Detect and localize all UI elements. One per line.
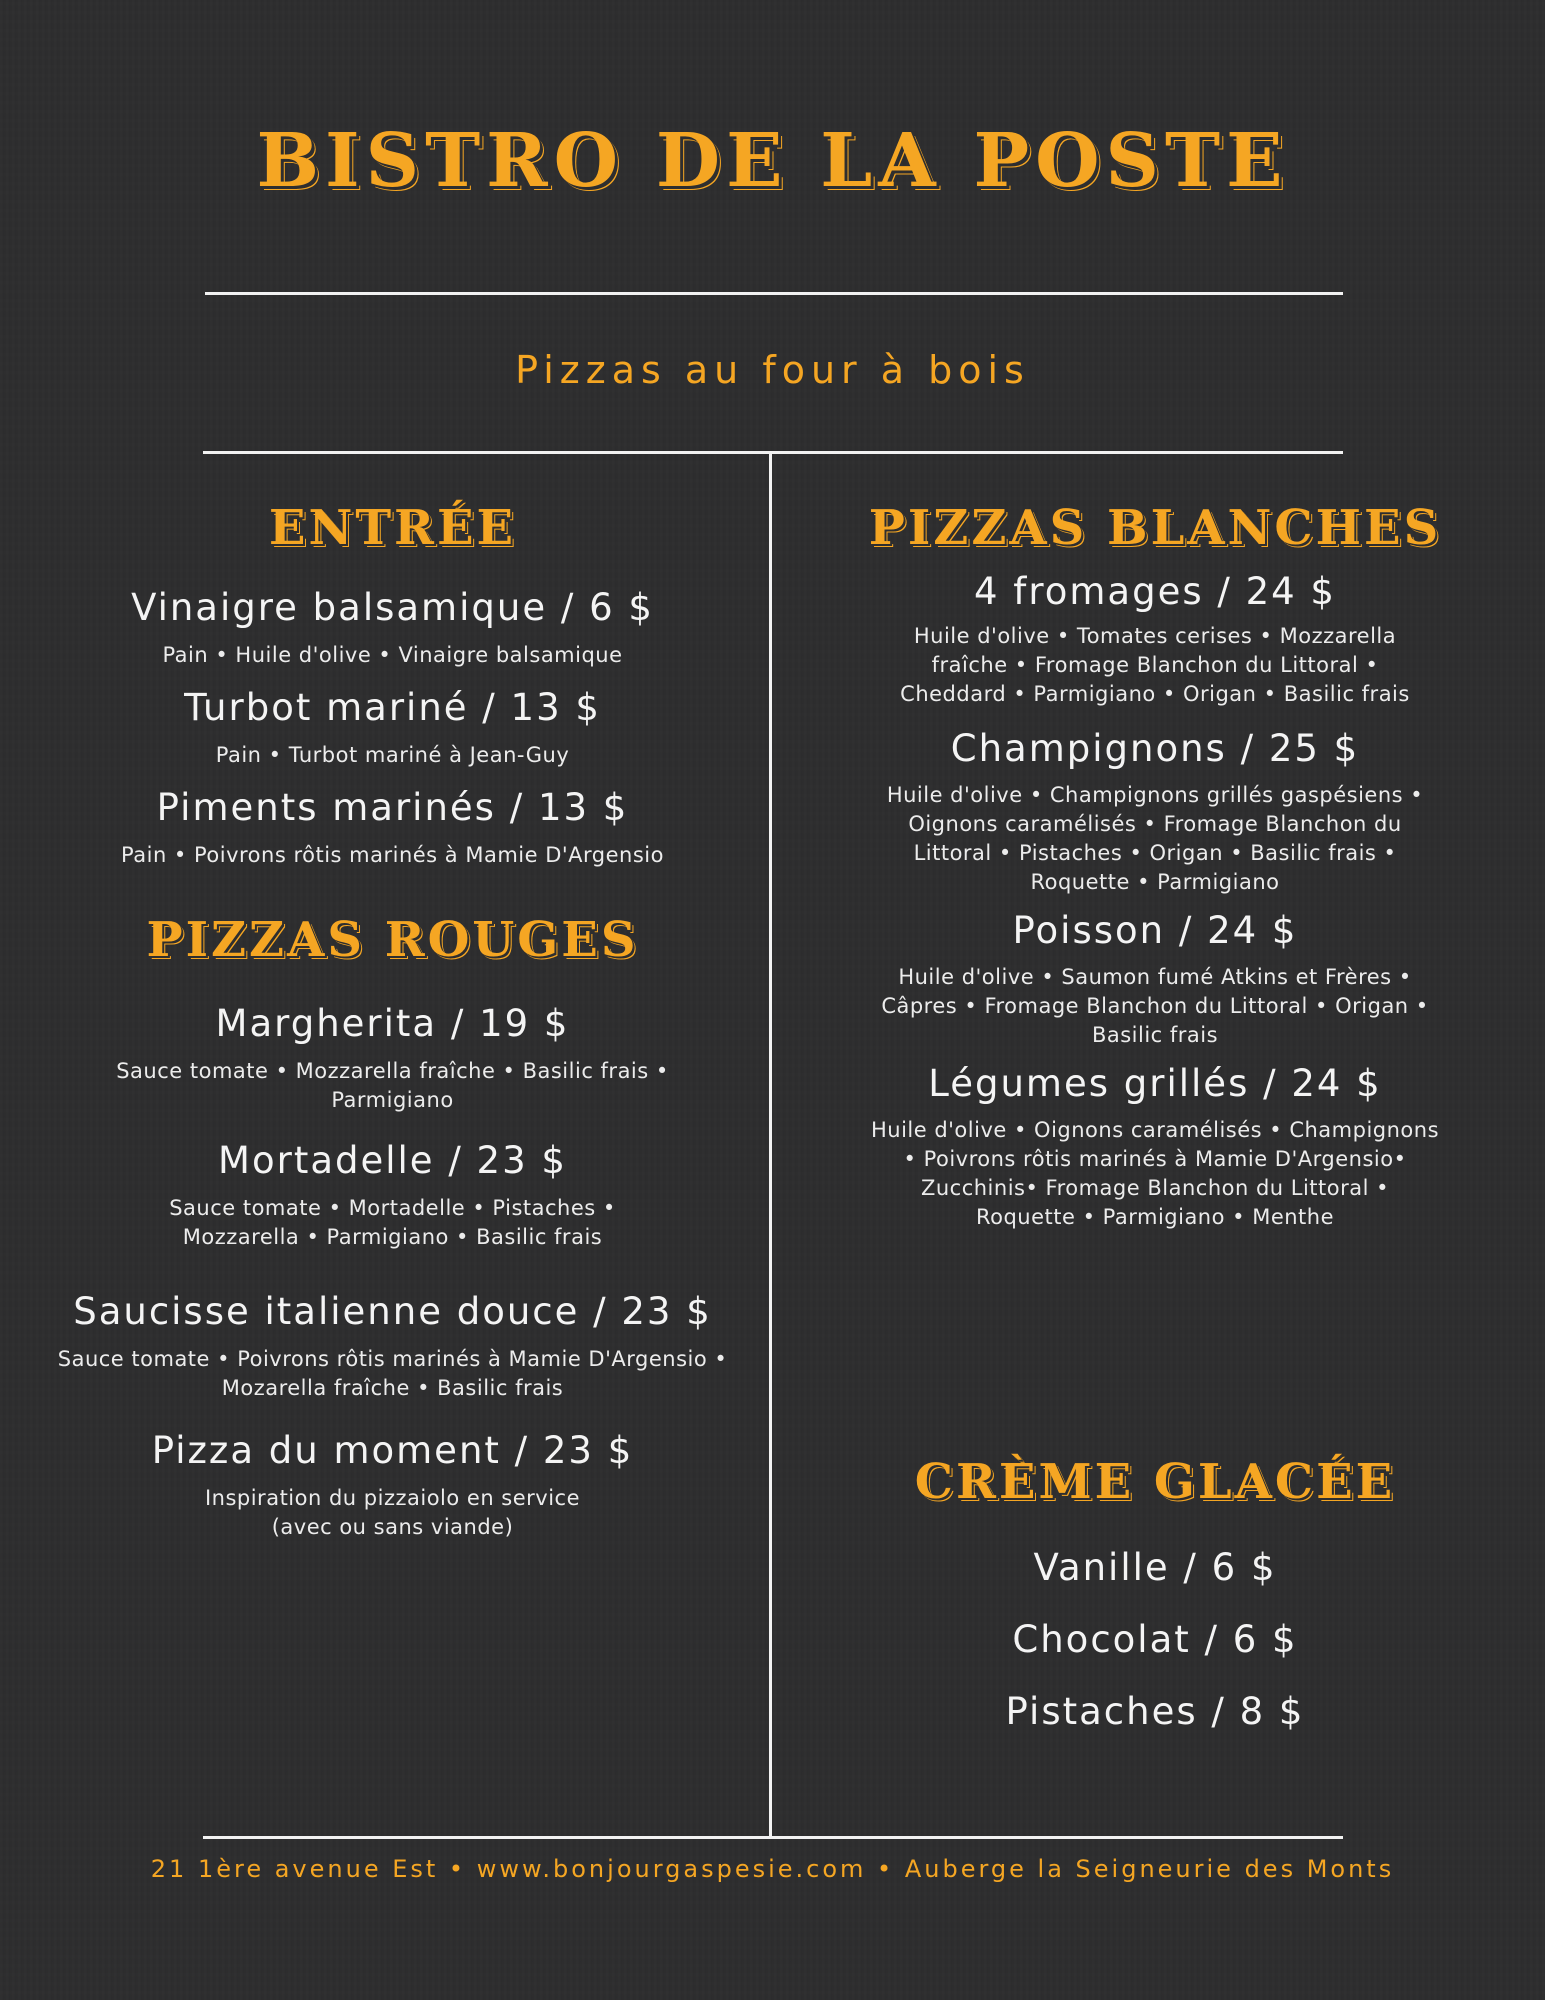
item-description: (avec ou sans viande) (271, 1515, 514, 1539)
item-description: Pain • Turbot mariné à Jean-Guy (215, 743, 570, 767)
item-description: Sauce tomate • Poivrons rôtis marinés à Mamie D'Argensio • (57, 1347, 728, 1371)
item-description: Huile d'olive • Tomates cerises • Mozzarella (913, 624, 1397, 648)
menu-item (55, 1288, 730, 1403)
menu-item (55, 1137, 730, 1252)
item-description: Roquette • Parmigiano (1030, 870, 1280, 894)
menu-item (55, 1000, 730, 1115)
item-name: Vanille / 6 $ (1033, 1546, 1277, 1589)
section-heading-creme-glacee: CRÈME GLACÉE (914, 1454, 1396, 1510)
item-description: • Poivrons rôtis marinés à Mamie D'Argensio• (903, 1147, 1407, 1171)
item-name: 4 fromages / 24 $ (974, 570, 1336, 613)
item-name: Turbot mariné / 13 $ (184, 686, 601, 729)
section-heading-entree: ENTRÉE (268, 500, 517, 556)
menu-item (55, 684, 730, 770)
section-heading-pizzas-blanches: PIZZAS BLANCHES (868, 500, 1442, 556)
right-column (800, 498, 1510, 1232)
item-name: Poisson / 24 $ (1012, 909, 1298, 952)
item-description: Inspiration du pizzaiolo en service (204, 1486, 581, 1510)
menu-item (800, 907, 1510, 1050)
item-name: Pistaches / 8 $ (1005, 1690, 1305, 1733)
column-divider (769, 453, 772, 1838)
item-name: Légumes grillés / 24 $ (928, 1062, 1382, 1105)
item-description: Huile d'olive • Champignons grillés gaspésiens • (886, 783, 1424, 807)
menu-item (800, 725, 1510, 897)
item-description: Câpres • Fromage Blanchon du Littoral • Origan • (881, 994, 1429, 1018)
menu-item (800, 1060, 1510, 1232)
item-name: Mortadelle / 23 $ (218, 1139, 567, 1182)
item-description: Parmigiano (331, 1088, 454, 1112)
item-description: Pain • Huile d'olive • Vinaigre balsamique (162, 643, 623, 667)
menu-item (55, 1427, 730, 1542)
item-description: Mozarella fraîche • Basilic frais (221, 1376, 564, 1400)
top-divider (205, 292, 1343, 295)
menu-item (55, 584, 730, 670)
left-column (55, 498, 730, 1542)
menu-item (55, 784, 730, 870)
item-name: Vinaigre balsamique / 6 $ (131, 586, 654, 629)
item-description: Basilic frais (1091, 1023, 1219, 1047)
restaurant-title: BISTRO DE LA POSTE (256, 118, 1289, 204)
item-description: Zucchinis• Fromage Blanchon du Littoral • (920, 1176, 1390, 1200)
item-description: Cheddard • Parmigiano • Origan • Basilic frais (900, 682, 1410, 706)
item-description: fraîche • Fromage Blanchon du Littoral • (931, 653, 1379, 677)
item-name: Chocolat / 6 $ (1012, 1618, 1298, 1661)
item-name: Piments marinés / 13 $ (156, 786, 629, 829)
dessert-section (800, 1452, 1510, 1736)
item-description: Huile d'olive • Saumon fumé Atkins et Frères • (898, 965, 1412, 989)
item-description: Sauce tomate • Mozzarella fraîche • Basilic frais • (116, 1059, 669, 1083)
item-description: Sauce tomate • Mortadelle • Pistaches • (169, 1196, 616, 1220)
bottom-divider (203, 1836, 1343, 1839)
item-name: Margherita / 19 $ (215, 1002, 570, 1045)
menu-subtitle: Pizzas au four à bois (515, 348, 1030, 392)
item-name: Pizza du moment / 23 $ (151, 1429, 634, 1472)
menu-item (800, 568, 1510, 709)
item-description: Huile d'olive • Oignons caramélisés • Champignons (870, 1118, 1440, 1142)
section-heading-pizzas-rouges: PIZZAS ROUGES (146, 912, 639, 968)
item-description: Roquette • Parmigiano • Menthe (975, 1205, 1335, 1229)
item-description: Pain • Poivrons rôtis marinés à Mamie D'Argensio (121, 843, 664, 867)
item-name: Champignons / 25 $ (950, 727, 1360, 770)
item-description: Mozzarella • Parmigiano • Basilic frais (182, 1225, 603, 1249)
item-name: Saucisse italienne douce / 23 $ (73, 1290, 712, 1333)
item-description: Oignons caramélisés • Fromage Blanchon du (908, 812, 1402, 836)
footer-address: 21 1ère avenue Est • www.bonjourgaspesie.com • Auberge la Seigneurie des Monts (150, 1855, 1395, 1883)
item-description: Littoral • Pistaches • Origan • Basilic frais • (913, 841, 1397, 865)
mid-divider (203, 451, 1343, 454)
